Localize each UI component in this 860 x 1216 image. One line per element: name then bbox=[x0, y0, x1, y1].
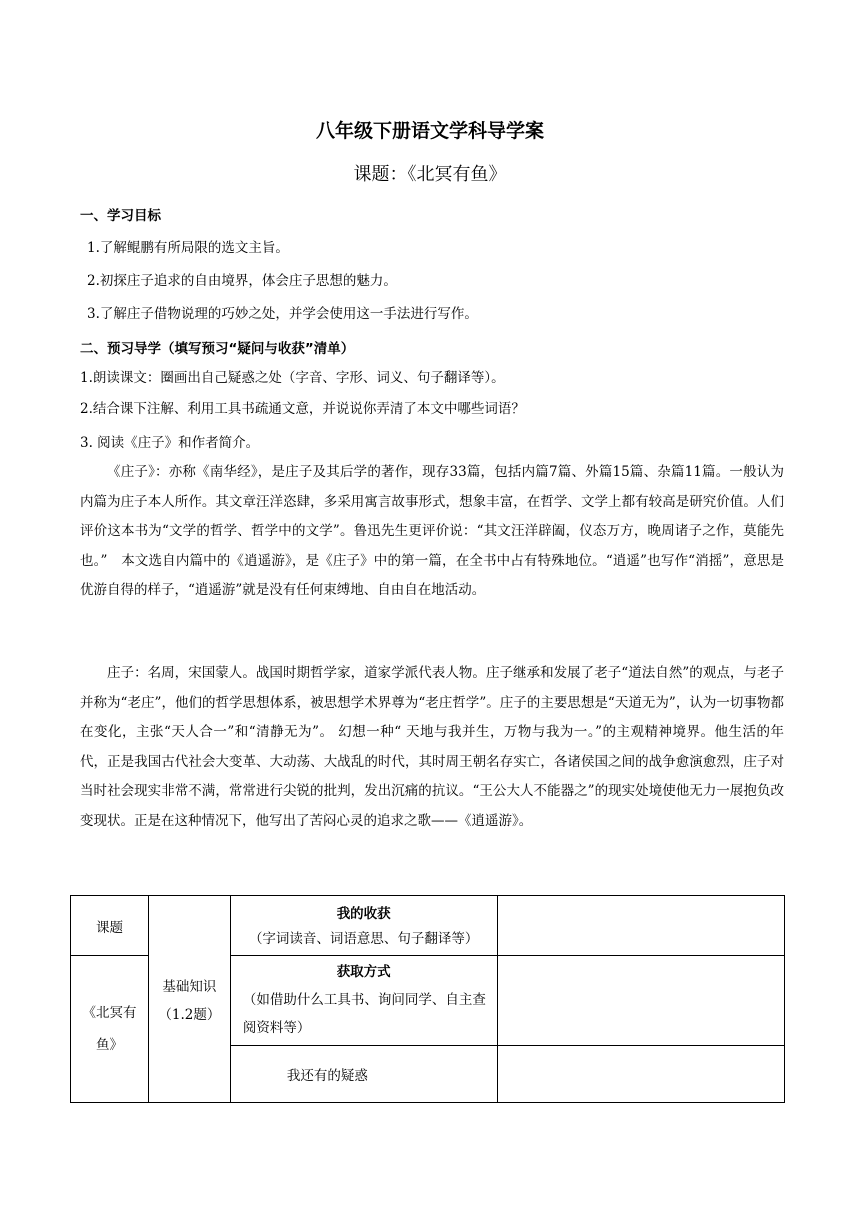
preview-item-3: 3. 阅读《庄子》和作者简介。 bbox=[80, 435, 260, 451]
method-answer-cell[interactable] bbox=[497, 956, 785, 1046]
section-heading-preview: 二、预习导学（填写预习“疑问与收获”清单） bbox=[80, 341, 355, 357]
goal-item-1: 1.了解鲲鹏有所局限的选文主旨。 bbox=[87, 240, 289, 256]
zhuangzi-book-intro: 《庄子》：亦称《南华经》，是庄子及其后学的著作，现存33篇，包括内篇7篇、外篇15篇、杂篇11篇。一般认为内篇为庄子本人所作。其文章汪洋恣肆，多采用寓言故事形式，想象丰富，在哲学、文学上都有较高是研究价值。人们评价这本书为“文学的哲学、哲学中的文学”。鲁迅先生更评价说：“其文汪洋辟阖，仪态万方，晚周诸子之作，莫能先也。” 本文选自内篇中的《逍遥游》，是《庄子》中的第一篇，在全书中占有特殊地位。“逍遥”也写作“消摇”，意思是优游自得的样子，“逍遥游”就是没有任何束缚地、自由自在地活动。 bbox=[80, 464, 784, 598]
gains-answer-cell[interactable] bbox=[497, 896, 785, 956]
lesson-topic: 课题：《北冥有鱼》 bbox=[353, 164, 507, 185]
preview-item-2: 2.结合课下注解、利用工具书疏通文意，并说说你弄清了本文中哪些词语？ bbox=[80, 401, 525, 417]
category-cell: 基础知识 （1.2题） bbox=[148, 896, 230, 1103]
questions-answer-cell[interactable] bbox=[497, 1046, 785, 1103]
preview-checklist-table bbox=[70, 895, 785, 1103]
method-label-cell: 获取方式 （如借助什么工具书、询问同学、自主查阅资料等） bbox=[230, 956, 497, 1046]
goal-item-3: 3.了解庄子借物说理的巧妙之处，并学会使用这一手法进行写作。 bbox=[87, 306, 478, 322]
goal-item-2: 2.初探庄子追求的自由境界，体会庄子思想的魅力。 bbox=[87, 273, 397, 289]
preview-item-1: 1.朗读课文：圈画出自己疑惑之处（字音、字形、词义、句子翻译等）。 bbox=[80, 370, 505, 386]
gains-label-cell: 我的收获 （字词读音、词语意思、句子翻译等） bbox=[230, 896, 497, 956]
topic-value-cell: 《北冥有鱼》 bbox=[71, 956, 149, 1103]
topic-header-cell: 课题 bbox=[71, 896, 149, 956]
section-heading-learning-goals: 一、学习目标 bbox=[80, 208, 161, 224]
questions-label-cell: 我还有的疑惑 bbox=[230, 1046, 497, 1103]
zhuangzi-author-intro: 庄子：名周，宋国蒙人。战国时期哲学家，道家学派代表人物。庄子继承和发展了老子“道法自然”的观点，与老子并称为“老庄”，他们的哲学思想体系，被思想学术界尊为“老庄哲学”。庄子的主要思想是“天道无为”，认为一切事物都在变化，主张“天人合一”和“清静无为”。 幻想一种“ 天地与我并生，万物与我为一。”的主观精神境界。他生活的年代，正是我国古代社会大变革、大动荡、大战乱的时代，其时周王朝名存实亡，各诸侯国之间的战争愈演愈烈，庄子对当时社会现实非常不满，常常进行尖锐的批判，发出沉痛的抗议。“王公大人不能器之”的现实处境使他无力一展抱负改变现状。正是在这种情况下，他写出了苦闷心灵的追求之歌——《逍遥游》。 bbox=[80, 665, 784, 829]
document-title: 八年级下册语文学科导学案 bbox=[315, 120, 544, 142]
